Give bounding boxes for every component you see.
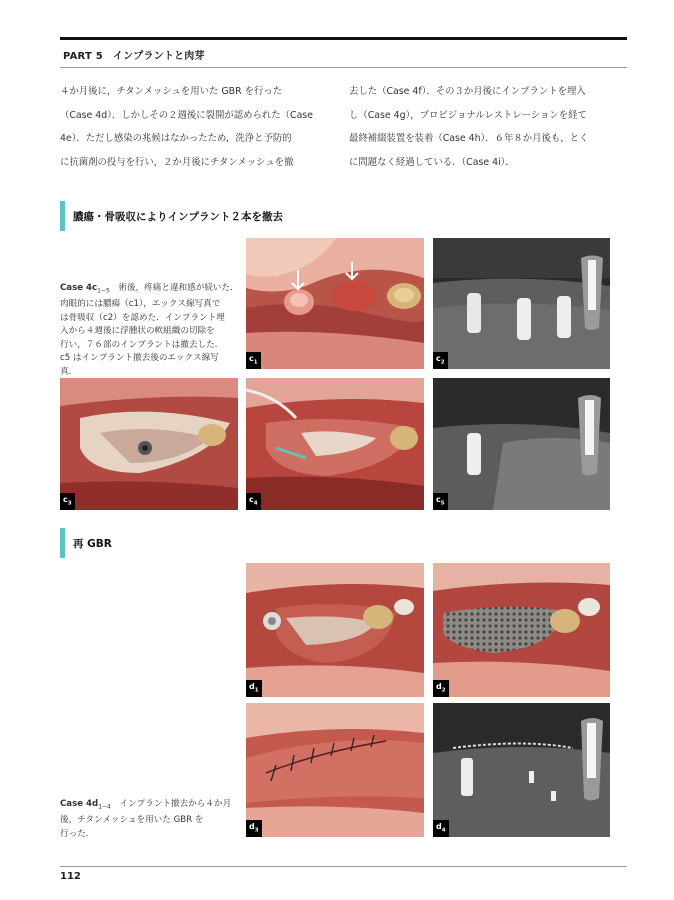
body-line: ４か月後に，チタンメッシュを用いた GBR を行った: [60, 86, 283, 97]
caption-range: 1−4: [98, 803, 111, 811]
body-text-left-column: [60, 80, 324, 174]
header-underline: [60, 67, 627, 68]
caption-label: Case 4c: [60, 283, 98, 293]
body-line: に問題なく経過している．（Case 4i）．: [349, 156, 515, 168]
radiograph-d4-after-gbr: [433, 703, 610, 837]
clinical-photo: [433, 563, 610, 697]
caption-case-4c: Case $4c_{1-5}$ 術後，疼痛と違和感が続いた． 肉眼的には膿瘍（c1），エックス線写真で は骨吸収（c2）を認めた．インプラント埋 入から４週後に浮腫状の軟組織の切除を 行い，７６部のインプラントは撤去した． c5 はインプラント撤去後のエックス線写 真．: [60, 283, 239, 377]
body-line: し（Case 4g），プロビジョナルレストレーションを経て: [349, 109, 587, 121]
photo-d1-bone-graft: [246, 563, 424, 697]
photo-label: $c_5$: [433, 493, 448, 510]
photo-label: $c_2$: [433, 352, 448, 369]
xray-image: [433, 378, 610, 510]
body-line: 最終補綴装置を装着（Case 4h）．６年８か月後も，とく: [349, 133, 589, 144]
section-heading-abscess: [60, 207, 283, 225]
photo-d3-sutured-flap: [246, 703, 424, 837]
photo-label: $d_2$: [433, 680, 449, 697]
photo-label: $d_3$: [246, 820, 262, 837]
body-text-right-column: [349, 80, 613, 174]
clinical-photo: [246, 238, 424, 369]
page-number: 112: [60, 871, 81, 882]
body-line: （Case 4d）．しかしその２週後に裂開が認められた（Case: [60, 109, 313, 121]
radiograph-c5-after-removal: [433, 378, 610, 510]
clinical-photo: [246, 703, 424, 837]
clinical-photo: [60, 378, 238, 510]
footer-rule: [60, 866, 627, 867]
caption-range: 1−5: [97, 287, 110, 295]
chapter-title: インプラントと肉芽: [112, 51, 205, 62]
clinical-photo: [246, 563, 424, 697]
body-line: 4e）．ただし感染の兆候はなかったため，洗浄と予防的: [60, 133, 292, 144]
body-line: に抗菌剤の投与を行い，２か月後にチタンメッシュを撤: [60, 156, 294, 168]
photo-d2-titanium-mesh: [433, 563, 610, 697]
photo-label: $d_1$: [246, 680, 262, 697]
caption-label: Case 4d: [60, 799, 99, 809]
section-heading-regbr: [60, 534, 112, 552]
photo-c1-abscess: [246, 238, 424, 369]
xray-image: [433, 703, 610, 837]
section-title: 再 GBR: [73, 537, 112, 550]
section-accent-bar: [60, 201, 65, 231]
caption-case-4d: Case $4d_{1-4}$ インプラント撤去から４か月 後，チタンメッシュを用いた GBR を 行った．: [60, 799, 232, 839]
photo-label: $c_4$: [246, 493, 261, 510]
photo-label: $d_4$: [433, 820, 449, 837]
xray-image: [433, 238, 610, 369]
section-accent-bar: [60, 528, 65, 558]
header-rule: [60, 37, 627, 40]
clinical-photo: [246, 378, 424, 510]
body-line: 去した（Case 4f）．その３か月後にインプラントを埋入: [349, 86, 586, 97]
photo-c4-implant-removal: [246, 378, 424, 510]
section-title: 膿瘍・骨吸収によりインプラント２本を撤去: [73, 210, 283, 223]
part-label: PART 5: [63, 51, 103, 62]
photo-label: $c_1$: [246, 352, 261, 369]
radiograph-c2-bone-resorption: [433, 238, 610, 369]
photo-label: $c_3$: [60, 493, 75, 510]
photo-c3-soft-tissue-excision: [60, 378, 238, 510]
running-header: [63, 47, 205, 62]
